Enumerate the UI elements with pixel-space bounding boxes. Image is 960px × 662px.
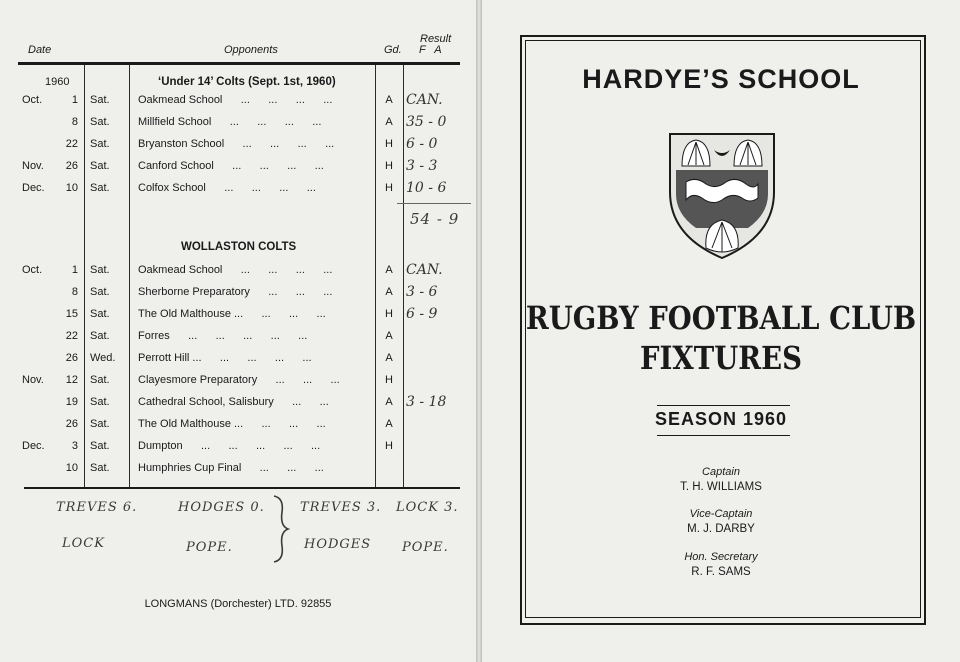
note-hodges-2: HODGES xyxy=(304,537,372,552)
fixture-month: Oct. xyxy=(22,94,43,106)
fixture-month: Dec. xyxy=(22,182,45,194)
section-title-under14: ‘Under 14’ Colts (Sept. 1st, 1960) xyxy=(158,76,336,88)
fixture-weekday: Sat. xyxy=(90,116,110,128)
fixture-opponent: Cathedral School, Salisbury ... ... xyxy=(138,396,329,408)
total-rule xyxy=(397,203,471,204)
fixture-weekday: Sat. xyxy=(90,440,110,452)
club-title xyxy=(515,298,926,378)
fixture-weekday: Sat. xyxy=(90,160,110,172)
fixture-day: 26 xyxy=(65,418,78,430)
fixtures-page xyxy=(0,0,476,662)
fixture-row xyxy=(0,133,476,155)
opponents-header: Opponents xyxy=(224,44,278,56)
fixture-weekday: Sat. xyxy=(90,286,110,298)
section-title-wollaston: WOLLASTON COLTS xyxy=(181,241,297,253)
footer-rule xyxy=(24,487,460,489)
brace-mark xyxy=(270,494,292,564)
fixture-row xyxy=(0,259,476,281)
fixture-row xyxy=(0,281,476,303)
fixture-result: 3 - 18 xyxy=(406,394,447,410)
fixture-row xyxy=(0,177,476,199)
note-lock-1: LOCK xyxy=(62,536,105,551)
fixture-opponent: The Old Malthouse ... ... ... ... xyxy=(138,308,326,320)
fixture-result: 6 - 9 xyxy=(406,306,438,322)
fixture-row xyxy=(0,155,476,177)
fixture-day: 26 xyxy=(65,352,78,364)
season-rule-bottom xyxy=(657,435,790,436)
fixture-opponent: The Old Malthouse ... ... ... ... xyxy=(138,418,326,430)
fixture-ground: H xyxy=(385,160,393,172)
fixture-day: 12 xyxy=(65,374,78,386)
fixture-month: Nov. xyxy=(22,160,44,172)
fixture-result: CAN. xyxy=(406,92,443,108)
note-treves-2: TREVES 3. xyxy=(300,500,382,515)
fixture-weekday: Sat. xyxy=(90,330,110,342)
fixture-row xyxy=(0,325,476,347)
fixture-month: Dec. xyxy=(22,440,45,452)
secretary-name: R. F. SAMS xyxy=(691,566,751,578)
fixture-opponent: Humphries Cup Final ... ... ... xyxy=(138,462,324,474)
fixture-row xyxy=(0,391,476,413)
fixture-opponent: Oakmead School ... ... ... ... xyxy=(138,94,333,106)
fixture-ground: A xyxy=(385,286,393,298)
fixture-result: 6 - 0 xyxy=(406,136,438,152)
cover-page xyxy=(482,0,960,662)
fixture-opponent: Perrott Hill ... ... ... ... ... xyxy=(138,352,312,364)
note-hodges-1: HODGES 0. xyxy=(178,500,265,515)
fixture-ground: H xyxy=(385,440,393,452)
club-title-line2: FIXTURES xyxy=(640,339,802,377)
fixture-row xyxy=(0,413,476,435)
fixture-result: 3 - 3 xyxy=(406,158,438,174)
club-title-line1: RUGBY FOOTBALL CLUB xyxy=(525,299,917,337)
fixture-ground: H xyxy=(385,308,393,320)
fixture-day: 15 xyxy=(65,308,78,320)
fixture-row xyxy=(0,347,476,369)
fixture-day: 22 xyxy=(65,330,78,342)
fixture-ground: A xyxy=(385,94,393,106)
fixture-ground: H xyxy=(385,182,393,194)
fixture-day: 8 xyxy=(71,286,78,298)
fixture-row xyxy=(0,435,476,457)
fixture-weekday: Sat. xyxy=(90,374,110,386)
fixture-row xyxy=(0,457,476,479)
fixture-month: Oct. xyxy=(22,264,43,276)
fixture-day: 3 xyxy=(71,440,78,452)
fixture-weekday: Wed. xyxy=(90,352,116,364)
fixture-ground: H xyxy=(385,374,393,386)
fixture-weekday: Sat. xyxy=(90,182,110,194)
fixture-result: 10 - 6 xyxy=(406,180,447,196)
captain-name: T. H. WILLIAMS xyxy=(680,481,762,493)
fixture-opponent: Canford School ... ... ... ... xyxy=(138,160,324,172)
ground-header: Gd. xyxy=(384,44,402,56)
season-total: 54 - 9 xyxy=(410,210,460,228)
fixture-ground: H xyxy=(385,138,393,150)
school-crest-icon xyxy=(668,132,776,260)
fixture-opponent: Bryanston School ... ... ... ... xyxy=(138,138,335,150)
fixture-weekday: Sat. xyxy=(90,138,110,150)
fixture-weekday: Sat. xyxy=(90,396,110,408)
secretary-label: Hon. Secretary xyxy=(684,551,758,563)
fixture-weekday: Sat. xyxy=(90,308,110,320)
fixture-day: 22 xyxy=(65,138,78,150)
date-header: Date xyxy=(28,44,52,56)
for-against-header: F A xyxy=(419,44,442,56)
note-lock-2: LOCK 3. xyxy=(396,500,459,515)
fixture-day: 19 xyxy=(65,396,78,408)
fixture-ground: A xyxy=(385,264,393,276)
fixture-ground: A xyxy=(385,418,393,430)
printer-imprint: LONGMANS (Dorchester) LTD. 92855 xyxy=(144,598,332,610)
fixture-opponent: Clayesmore Preparatory ... ... ... xyxy=(138,374,340,386)
fixture-day: 8 xyxy=(71,116,78,128)
school-name: HARDYE’S SCHOOL xyxy=(582,64,860,94)
vice-captain-name: M. J. DARBY xyxy=(687,523,755,535)
fixture-opponent: Forres ... ... ... ... ... xyxy=(138,330,308,342)
fixture-result: CAN. xyxy=(406,262,443,278)
fixture-row xyxy=(0,303,476,325)
captain-label: Captain xyxy=(702,466,740,478)
fixture-result: 3 - 6 xyxy=(406,284,438,300)
fixture-opponent: Dumpton ... ... ... ... ... xyxy=(138,440,321,452)
fixture-day: 10 xyxy=(65,462,78,474)
season-year: 1960 xyxy=(45,76,70,88)
fixture-row xyxy=(0,369,476,391)
fixture-ground: A xyxy=(385,352,393,364)
fixture-result: 35 - 0 xyxy=(406,114,447,130)
fixture-day: 1 xyxy=(71,94,78,106)
fixture-day: 1 xyxy=(71,264,78,276)
fixture-month: Nov. xyxy=(22,374,44,386)
fixture-weekday: Sat. xyxy=(90,418,110,430)
fixture-opponent: Colfox School ... ... ... ... xyxy=(138,182,316,194)
fixture-day: 26 xyxy=(65,160,78,172)
fixture-day: 10 xyxy=(65,182,78,194)
fixture-weekday: Sat. xyxy=(90,264,110,276)
result-header: Result xyxy=(420,33,452,45)
fixture-opponent: Oakmead School ... ... ... ... xyxy=(138,264,333,276)
fixture-row xyxy=(0,111,476,133)
vice-captain-label: Vice-Captain xyxy=(689,508,753,520)
fixture-opponent: Millfield School ... ... ... ... xyxy=(138,116,322,128)
fixture-opponent: Sherborne Preparatory ... ... ... xyxy=(138,286,333,298)
fixture-weekday: Sat. xyxy=(90,462,110,474)
note-treves-1: TREVES 6. xyxy=(56,500,138,515)
fixture-ground: A xyxy=(385,396,393,408)
fixture-ground: A xyxy=(385,116,393,128)
fixture-ground: A xyxy=(385,330,393,342)
fixture-row xyxy=(0,89,476,111)
season-label: SEASON 1960 xyxy=(654,409,788,429)
note-pope-2: POPE. xyxy=(402,540,449,555)
note-pope-1: POPE. xyxy=(186,540,233,555)
season-rule-top xyxy=(657,405,790,406)
fixture-weekday: Sat. xyxy=(90,94,110,106)
